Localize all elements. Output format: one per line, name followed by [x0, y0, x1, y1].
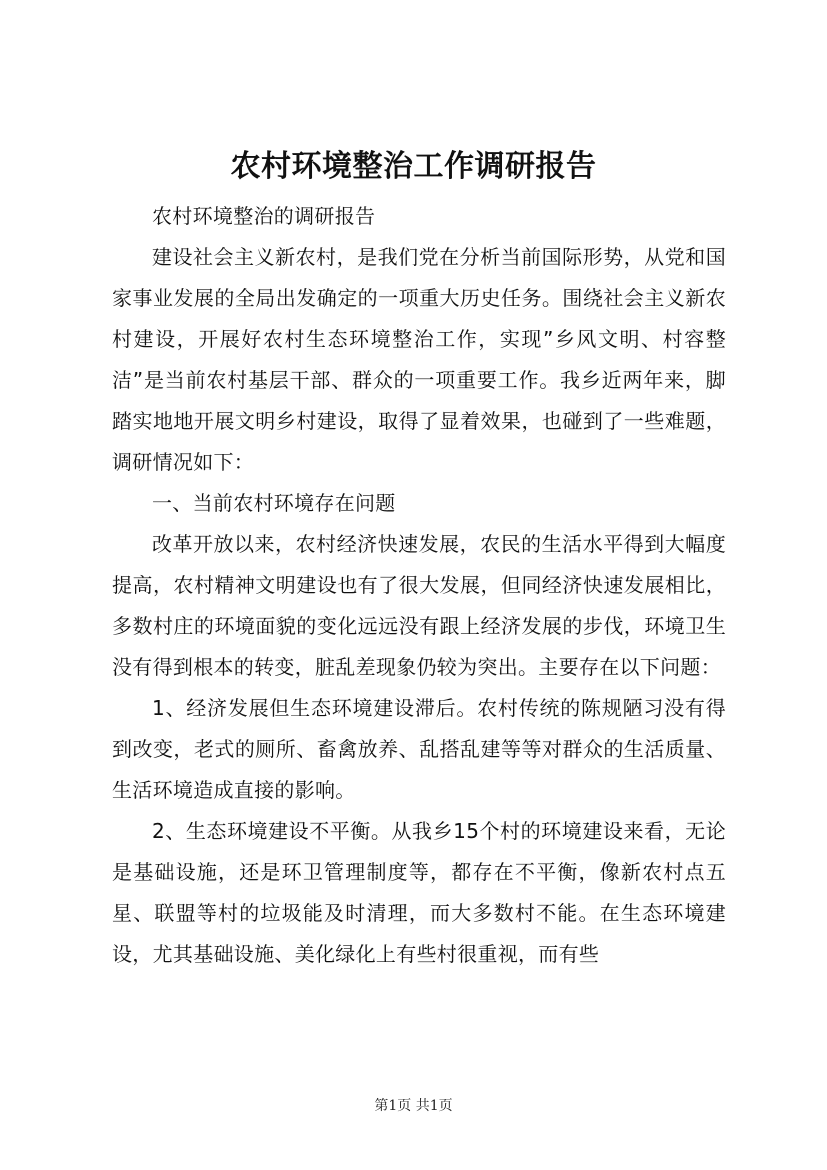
document-title: 农村环境整治工作调研报告 [230, 149, 597, 184]
paragraph-overview: 改革开放以来，农村经济快速发展，农民的生活水平得到大幅度提高，农村精神文明建设也有了很大发展，但同经济快速发展相比，多数村庄的环境面貌的变化远远没有跟上经济发展的步伐，环境卫生没有得到根本的转变，脏乱差现象仍较为突出。主要存在以下问题： [112, 532, 726, 679]
paragraph-issue-2: 2、生态环境建设不平衡。从我乡15个村的环境建设来看，无论是基础设施，还是环卫管理制度等，都存在不平衡，像新农村点五星、联盟等村的垃圾能及时清理，而大多数村不能。在生态环境建设，尤其基础设施、美化绿化上有些村很重视，而有些 [112, 819, 726, 966]
paragraph-issue-1: 1、经济发展但生态环境建设滞后。农村传统的陈规陋习没有得到改变，老式的厕所、畜禽放养、乱搭乱建等等对群众的生活质量、生活环境造成直接的影响。 [112, 696, 726, 802]
document-subtitle: 农村环境整治的调研报告 [152, 204, 376, 228]
page-footer: 第1页 共1页 [374, 1098, 453, 1114]
section-heading: 一、当前农村环境存在问题 [152, 491, 396, 515]
paragraph-intro: 建设社会主义新农村，是我们党在分析当前国际形势，从党和国家事业发展的全局出发确定的一项重大历史任务。围绕社会主义新农村建设，开展好农村生态环境整治工作，实现”乡风文明、村容整洁”是当前农村基层干部、群众的一项重要工作。我乡近两年来，脚踏实地地开展文明乡村建设，取得了显着效果，也碰到了一些难题，调研情况如下： [112, 245, 726, 474]
document-body [112, 196, 726, 975]
